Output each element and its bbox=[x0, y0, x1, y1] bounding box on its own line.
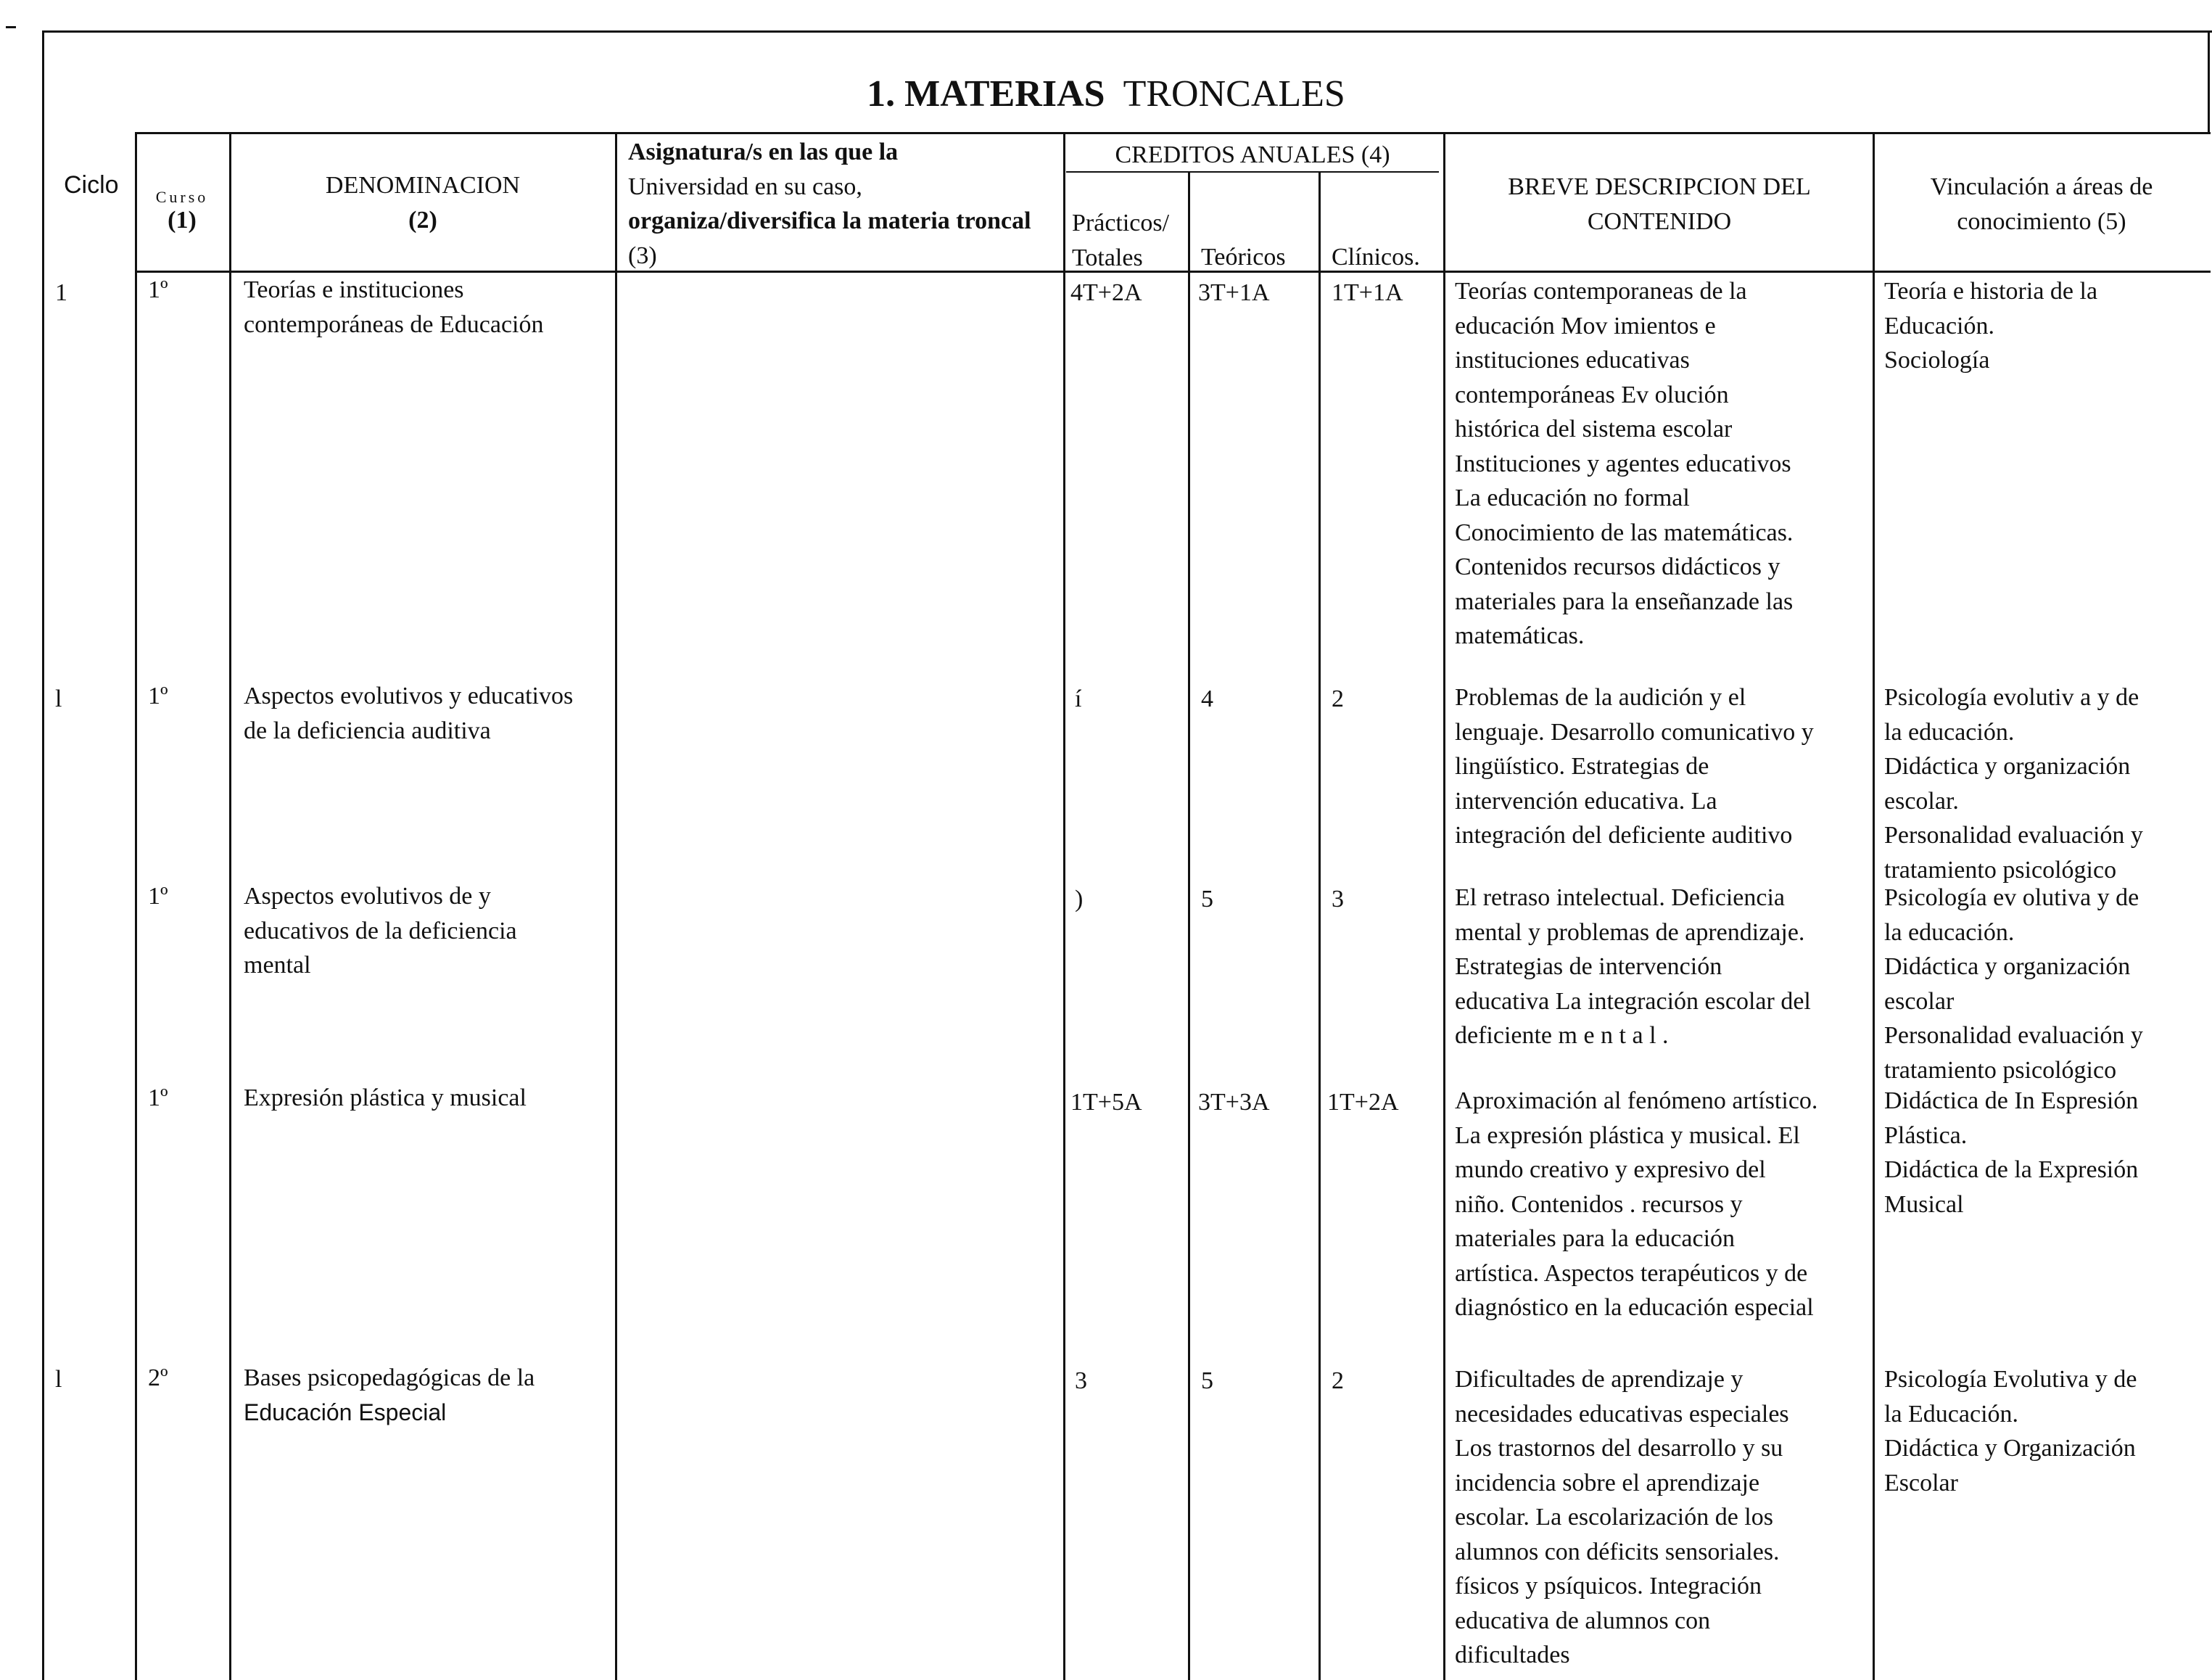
table-row-5-vinculacion-line: la Educación. bbox=[1884, 1400, 2019, 1428]
header-vinculacion-line-2: conocimiento (5) bbox=[1957, 207, 2126, 235]
table-row-5-clinicos: 2 bbox=[1332, 1367, 1344, 1394]
table-row-1-denominacion-line: contemporáneas de Educación bbox=[244, 310, 544, 338]
col-line-curso bbox=[135, 132, 137, 1680]
col-line-practicos bbox=[1063, 132, 1065, 1680]
table-row-4-vinculacion-line: Musical bbox=[1884, 1190, 1964, 1218]
table-row-5-curso: 2º bbox=[148, 1364, 168, 1391]
header-practicos-line-2: Totales bbox=[1072, 244, 1143, 271]
col-line-descripcion bbox=[1443, 132, 1445, 1680]
table-row-5-denominacion-line: Bases psicopedagógicas de la bbox=[244, 1364, 535, 1391]
table-row-3-vinculacion-line: escolar bbox=[1884, 987, 1955, 1015]
table-row-1-vinculacion bbox=[1884, 274, 2097, 378]
top-border bbox=[42, 30, 2212, 33]
table-row-4-vinculacion-line: Didáctica de la Expresión bbox=[1884, 1156, 2139, 1183]
table-row-2-descripcion-line: lenguaje. Desarrollo comunicativo y bbox=[1455, 718, 1814, 746]
table-row-3-denominacion bbox=[244, 879, 517, 983]
table-row-4-descripcion-line: Aproximación al fenómeno artístico. bbox=[1455, 1087, 1818, 1114]
table-row-2-vinculacion bbox=[1884, 680, 2143, 887]
header-descripcion-line-1: BREVE DESCRIPCION DEL bbox=[1508, 173, 1811, 200]
col-line-denominacion bbox=[229, 132, 231, 1680]
table-row-5-descripcion bbox=[1455, 1362, 1789, 1673]
table-row-4-denominacion-line: Expresión plástica y musical bbox=[244, 1084, 527, 1111]
table-row-5-ciclo: l bbox=[55, 1366, 62, 1393]
header-practicos bbox=[1072, 206, 1169, 275]
table-row-1-descripcion-line: materiales para la enseñanzade las bbox=[1455, 588, 1794, 615]
table-row-2-descripcion-line: Problemas de la audición y el bbox=[1455, 684, 1746, 711]
table-row-2-descripcion-line: intervención educativa. La bbox=[1455, 787, 1717, 815]
header-curso: Curso bbox=[155, 188, 209, 206]
table-row-5-vinculacion-line: Didáctica y Organización bbox=[1884, 1435, 2136, 1462]
header-top-line bbox=[135, 132, 2211, 134]
table-row-2-descripcion bbox=[1455, 680, 1814, 853]
table-row-5-descripcion-line: incidencia sobre el aprendizaje bbox=[1455, 1469, 1760, 1496]
table-row-5-descripcion-line: escolar. La escolarización de los bbox=[1455, 1504, 1773, 1531]
table-row-5-vinculacion bbox=[1884, 1362, 2137, 1500]
header-denominacion-num: (2) bbox=[408, 207, 437, 234]
table-row-4-clinicos: 1T+2A bbox=[1327, 1089, 1399, 1116]
table-row-1-descripcion-line: instituciones educativas bbox=[1455, 347, 1690, 374]
table-row-3-descripcion-line: mental y problemas de aprendizaje. bbox=[1455, 918, 1805, 946]
table-row-5-descripcion-line: educativa de alumnos con bbox=[1455, 1607, 1711, 1634]
table-row-4-descripcion-line: diagnóstico en la educación especial bbox=[1455, 1294, 1814, 1321]
header-denominacion: DENOMINACION bbox=[325, 172, 521, 199]
table-row-3-vinculacion-line: Personalidad evaluación y bbox=[1884, 1022, 2143, 1049]
table-row-2-descripcion-line: lingüístico. Estrategias de bbox=[1455, 753, 1709, 780]
header-clinicos: Clínicos. bbox=[1332, 244, 1420, 271]
table-row-3-descripcion-line: deficiente m e n t a l . bbox=[1455, 1022, 1669, 1049]
col-line-clinicos bbox=[1318, 171, 1321, 1680]
table-row-1-ciclo: 1 bbox=[55, 279, 67, 306]
table-row-2-denominacion bbox=[244, 679, 573, 748]
table-row-4-descripcion-line: materiales para la educación bbox=[1455, 1225, 1736, 1252]
table-row-2-vinculacion-line: tratamiento psicológico bbox=[1884, 856, 2117, 884]
table-row-3-descripcion-line: educativa La integración escolar del bbox=[1455, 987, 1811, 1015]
table-row-4-denominacion bbox=[244, 1081, 527, 1116]
table-row-4-teoricos: 3T+3A bbox=[1198, 1089, 1270, 1116]
header-descripcion-line-2: CONTENIDO bbox=[1587, 207, 1732, 235]
table-row-3-curso: 1º bbox=[148, 883, 168, 910]
header-ciclo: Ciclo bbox=[64, 171, 119, 199]
top-left-tick bbox=[6, 26, 16, 28]
header-vinculacion bbox=[1875, 170, 2208, 239]
table-row-1-teoricos: 3T+1A bbox=[1198, 279, 1270, 306]
table-row-2-denominacion-line: Aspectos evolutivos y educativos bbox=[244, 683, 574, 709]
table-row-1-vinculacion-line: Sociología bbox=[1884, 347, 1990, 374]
table-row-3-vinculacion-line: Didáctica y organización bbox=[1884, 953, 2131, 980]
table-row-5-vinculacion-line: Escolar bbox=[1884, 1469, 1958, 1496]
table-row-5-descripcion-line: dificultades bbox=[1455, 1642, 1570, 1668]
title-rest: TRONCALES bbox=[1123, 73, 1345, 115]
header-vinculacion-line-1: Vinculación a áreas de bbox=[1930, 173, 2153, 200]
table-row-1-clinicos: 1T+1A bbox=[1332, 279, 1403, 306]
header-practicos-line-1: Prácticos/ bbox=[1072, 210, 1170, 236]
table-row-4-practicos: 1T+5A bbox=[1070, 1089, 1142, 1116]
table-row-5-practicos: 3 bbox=[1075, 1367, 1087, 1394]
table-row-2-vinculacion-line: la educación. bbox=[1884, 718, 2015, 746]
table-row-1-denominacion-line: Teorías e instituciones bbox=[244, 276, 464, 303]
table-row-1-denominacion bbox=[244, 273, 543, 342]
table-row-1-descripcion-line: educación Mov imientos e bbox=[1455, 312, 1716, 339]
table-row-2-vinculacion-line: escolar. bbox=[1884, 787, 1959, 815]
table-row-2-denominacion-line: de la deficiencia auditiva bbox=[244, 717, 491, 744]
table-row-1-descripcion-line: Teorías contemporaneas de la bbox=[1455, 278, 1747, 305]
table-row-3-clinicos: 3 bbox=[1332, 886, 1344, 913]
left-border bbox=[42, 30, 44, 1680]
header-creditos: CREDITOS ANUALES (4) bbox=[1115, 141, 1390, 168]
table-row-1-descripcion-line: La educación no formal bbox=[1455, 485, 1690, 511]
table-row-3-descripcion bbox=[1455, 881, 1811, 1053]
table-row-3-denominacion-line: Aspectos evolutivos de y bbox=[244, 883, 491, 910]
table-row-1-descripcion-line: matemáticas. bbox=[1455, 622, 1585, 649]
title-bold: 1. MATERIAS bbox=[867, 73, 1105, 115]
table-row-4-curso: 1º bbox=[148, 1084, 168, 1111]
table-row-3-vinculacion bbox=[1884, 881, 2143, 1087]
header-asignatura-line-3: organiza/diversifica la materia troncal bbox=[628, 207, 1031, 234]
page-title bbox=[0, 71, 2212, 118]
table-row-4-vinculacion-line: Didáctica de In Espresión bbox=[1884, 1087, 2139, 1114]
table-row-4-vinculacion-line: Plástica. bbox=[1884, 1121, 1968, 1149]
table-row-5-vinculacion-line: Psicología Evolutiva y de bbox=[1884, 1366, 2137, 1393]
table-row-5-denominacion bbox=[244, 1361, 535, 1430]
table-row-1-vinculacion-line: Teoría e historia de la bbox=[1884, 278, 2098, 305]
table-row-2-vinculacion-line: Personalidad evaluación y bbox=[1884, 822, 2143, 849]
table-row-1-descripcion-line: Instituciones y agentes educativos bbox=[1455, 450, 1791, 477]
table-row-3-vinculacion-line: Psicología ev olutiva y de bbox=[1884, 884, 2139, 911]
table-row-1-descripcion-line: Contenidos recursos didácticos y bbox=[1455, 553, 1780, 580]
table-row-4-descripcion-line: mundo creativo y expresivo del bbox=[1455, 1156, 1766, 1183]
table-row-2-teoricos: 4 bbox=[1201, 685, 1213, 712]
table-row-5-teoricos: 5 bbox=[1201, 1367, 1213, 1394]
header-curso-num: (1) bbox=[168, 207, 197, 234]
col-line-teoricos bbox=[1188, 171, 1190, 1680]
table-row-2-vinculacion-line: Didáctica y organización bbox=[1884, 753, 2131, 780]
table-row-1-descripcion-line: contemporáneas Ev olución bbox=[1455, 381, 1729, 408]
header-teoricos: Teóricos bbox=[1201, 244, 1286, 271]
table-row-1-practicos: 4T+2A bbox=[1070, 279, 1142, 306]
table-row-1-descripcion-line: Conocimiento de las matemáticas. bbox=[1455, 519, 1794, 546]
col-line-asignatura bbox=[615, 132, 617, 1680]
table-row-2-descripcion-line: integración del deficiente auditivo bbox=[1455, 822, 1793, 849]
table-row-5-descripcion-line: necesidades educativas especiales bbox=[1455, 1400, 1789, 1428]
table-row-4-descripcion-line: La expresión plástica y musical. El bbox=[1455, 1121, 1800, 1149]
col-line-vinculacion bbox=[1873, 132, 1875, 1680]
table-row-5-descripcion-line: Los trastornos del desarrollo y su bbox=[1455, 1435, 1783, 1462]
table-row-4-descripcion-line: niño. Contenidos . recursos y bbox=[1455, 1190, 1743, 1218]
table-row-4-vinculacion bbox=[1884, 1084, 2138, 1222]
header-asignatura-line-2: Universidad en su caso, bbox=[628, 173, 862, 200]
table-row-3-practicos: ) bbox=[1075, 886, 1084, 913]
table-row-3-vinculacion-line: tratamiento psicológico bbox=[1884, 1056, 2117, 1084]
table-row-3-descripcion-line: Estrategias de intervención bbox=[1455, 953, 1722, 980]
table-row-1-vinculacion-line: Educación. bbox=[1884, 312, 1994, 339]
table-row-2-clinicos: 2 bbox=[1332, 685, 1344, 712]
table-row-4-descripcion bbox=[1455, 1084, 1817, 1325]
header-asignatura bbox=[628, 135, 1031, 273]
header-asignatura-line-4: (3) bbox=[628, 242, 657, 269]
table-row-2-curso: 1º bbox=[148, 683, 168, 709]
table-row-5-descripcion-line: Dificultades de aprendizaje y bbox=[1455, 1366, 1743, 1393]
table-row-5-denominacion-line: Educación Especial bbox=[244, 1399, 447, 1425]
table-row-2-practicos: í bbox=[1075, 685, 1082, 712]
table-row-5-descripcion-line: alumnos con déficits sensoriales. bbox=[1455, 1538, 1780, 1565]
table-row-3-descripcion-line: El retraso intelectual. Deficiencia bbox=[1455, 884, 1785, 911]
table-row-1-descripcion-line: histórica del sistema escolar bbox=[1455, 416, 1733, 442]
table-row-3-denominacion-line: mental bbox=[244, 952, 311, 979]
table-row-4-descripcion-line: artística. Aspectos terapéuticos y de bbox=[1455, 1259, 1808, 1287]
table-row-2-ciclo: l bbox=[55, 685, 62, 712]
table-row-3-denominacion-line: educativos de la deficiencia bbox=[244, 917, 517, 944]
table-row-1-curso: 1º bbox=[148, 276, 168, 303]
table-row-5-descripcion-line: físicos y psíquicos. Integración bbox=[1455, 1573, 1762, 1599]
table-row-3-teoricos: 5 bbox=[1201, 886, 1213, 913]
table-row-2-vinculacion-line: Psicología evolutiv a y de bbox=[1884, 684, 2139, 711]
header-asignatura-line-1: Asignatura/s en las que la bbox=[628, 139, 899, 165]
header-descripcion bbox=[1446, 170, 1873, 239]
table-row-1-descripcion bbox=[1455, 274, 1793, 654]
table-row-3-vinculacion-line: la educación. bbox=[1884, 918, 2015, 946]
